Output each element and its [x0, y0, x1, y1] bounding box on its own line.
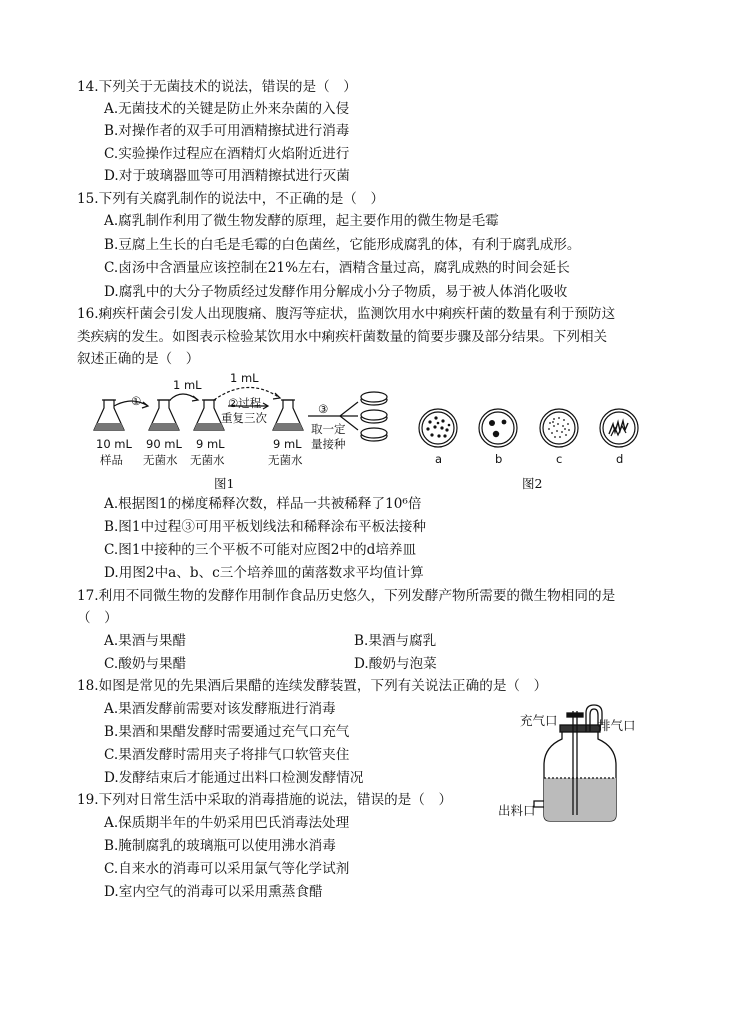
q14-option-b: B.对操作者的双手可用酒精擦拭进行消毒: [104, 123, 350, 139]
exhaust-label: 排气口: [598, 718, 636, 733]
q16-option-c: C.图1中接种的三个平板不可能对应图2中的d培养皿: [104, 542, 417, 558]
q14-option-c: C.实验操作过程应在酒精灯火焰附近进行: [104, 146, 350, 162]
inlet-label: 充气口: [520, 713, 558, 728]
flask-3-label: 无菌水: [190, 453, 225, 467]
q18-option-c: C.果酒发酵时需用夹子将排气口软管夹住: [104, 747, 350, 763]
flask-3-volume: 9 mL: [196, 437, 225, 451]
step-3-label: ③: [318, 402, 329, 416]
q17-option-a: A.果酒与果醋: [104, 633, 187, 649]
q17-option-c: C.酸奶与果醋: [104, 656, 187, 672]
dish-c: [540, 409, 578, 447]
q14-option-d: D.对于玻璃器皿等可用酒精擦拭进行灭菌: [104, 168, 350, 184]
q17-stem-line2: （ ）: [77, 610, 118, 626]
outlet-label: 出料口: [498, 803, 536, 818]
arrow-2: [170, 394, 198, 401]
q16-option-b: B.图1中过程③可用平板划线法和稀释涂布平板法接种: [104, 519, 427, 535]
q17-option-d: D.酸奶与泡菜: [354, 656, 437, 672]
flask-3: [194, 400, 224, 430]
dish-d-label: d: [616, 452, 624, 466]
step-3-line1: 取一定: [311, 422, 346, 436]
q16-option-a: A.根据图1的梯度稀释次数，样品一共被稀释了10⁶倍: [104, 496, 422, 512]
flask-4: [273, 400, 303, 430]
dish-b: [479, 409, 517, 447]
q19-stem: 19.下列对日常生活中采取的消毒措施的说法，错误的是（ ）: [77, 792, 453, 808]
step-1-label: ①: [131, 394, 142, 408]
q14-option-a: A.无菌技术的关键是防止外来杂菌的入侵: [104, 101, 350, 117]
flask-1-label: 样品: [100, 453, 123, 467]
q15-option-d: D.腐乳中的大分子物质经过发酵作用分解成小分子物质，易于被人体消化吸收: [104, 284, 568, 300]
flask-4-label: 无菌水: [268, 453, 303, 467]
flask-2-label: 无菌水: [143, 453, 178, 467]
q19-option-d: D.室内空气的消毒可以采用熏蒸食醋: [104, 884, 323, 900]
flask-2: [149, 400, 179, 430]
q18-option-d: D.发酵结束后才能通过出料口检测发酵情况: [104, 770, 364, 786]
q18-option-b: B.果酒和果醋发酵时需要通过充气口充气: [104, 724, 350, 740]
q17-option-b: B.果酒与腐乳: [354, 633, 437, 649]
q16-stem-line1: 16.痢疾杆菌会引发人出现腹痛、腹泻等症状，监测饮用水中痢疾杆菌的数量有利于预防这: [77, 306, 616, 322]
dish-d: [600, 409, 638, 447]
flask-1: [94, 400, 124, 430]
q17-stem-line1: 17.利用不同微生物的发酵作用制作食品历史悠久，下列发酵产物所需要的微生物相同的是: [77, 588, 616, 604]
q15-option-b: B.豆腐上生长的白毛是毛霉的白色菌丝，它能形成腐乳的体，有利于腐乳成形。: [104, 237, 581, 253]
q18-stem: 18.如图是常见的先果酒后果醋的连续发酵装置，下列有关说法正确的是（ ）: [77, 678, 548, 694]
dish-c-label: c: [556, 452, 563, 466]
transfer-2-label: 1 mL: [230, 371, 259, 385]
q19-option-a: A.保质期半年的牛奶采用巴氏消毒法处理: [104, 815, 350, 831]
q18-option-a: A.果酒发酵前需要对该发酵瓶进行消毒: [104, 701, 336, 717]
q15-option-a: A.腐乳制作利用了微生物发酵的原理，起主要作用的微生物是毛霉: [104, 213, 499, 229]
q15-stem: 15.下列有关腐乳制作的说法中，不正确的是（ ）: [77, 191, 385, 207]
figure2-caption: 图2: [522, 476, 543, 491]
q19-option-c: C.自来水的消毒可以采用氯气等化学试剂: [104, 861, 350, 877]
q16-stem-line3: 叙述正确的是（ ）: [77, 351, 200, 367]
q16-option-d: D.用图2中a、b、c三个培养皿的菌落数求平均值计算: [104, 565, 424, 581]
step-3-line2: 量接种: [311, 437, 346, 451]
flask-1-volume: 10 mL: [96, 437, 132, 451]
flask-4-volume: 9 mL: [273, 437, 302, 451]
flask-2-volume: 90 mL: [146, 437, 182, 451]
plates: [361, 392, 387, 441]
q15-option-c: C.卤汤中含酒量应该控制在21%左右，酒精含量过高，腐乳成熟的时间会延长: [104, 260, 570, 276]
q14-stem: 14.下列关于无菌技术的说法，错误的是（ ）: [77, 79, 357, 95]
q16-stem-line2: 类疾病的发生。如图表示检验某饮用水中痢疾杆菌数量的简要步骤及部分结果。下列相关: [77, 329, 608, 345]
transfer-1-label: 1 mL: [173, 378, 202, 392]
q19-option-b: B.腌制腐乳的玻璃瓶可以使用沸水消毒: [104, 838, 336, 854]
step-2-line1: ②过程: [228, 396, 262, 410]
figure2-petri-dishes: [416, 406, 641, 451]
dish-a-label: a: [435, 452, 443, 466]
dish-a: [419, 409, 457, 447]
step-2-line2: 重复三次: [221, 411, 267, 425]
figure1-caption: 图1: [214, 476, 235, 491]
dish-b-label: b: [495, 452, 503, 466]
